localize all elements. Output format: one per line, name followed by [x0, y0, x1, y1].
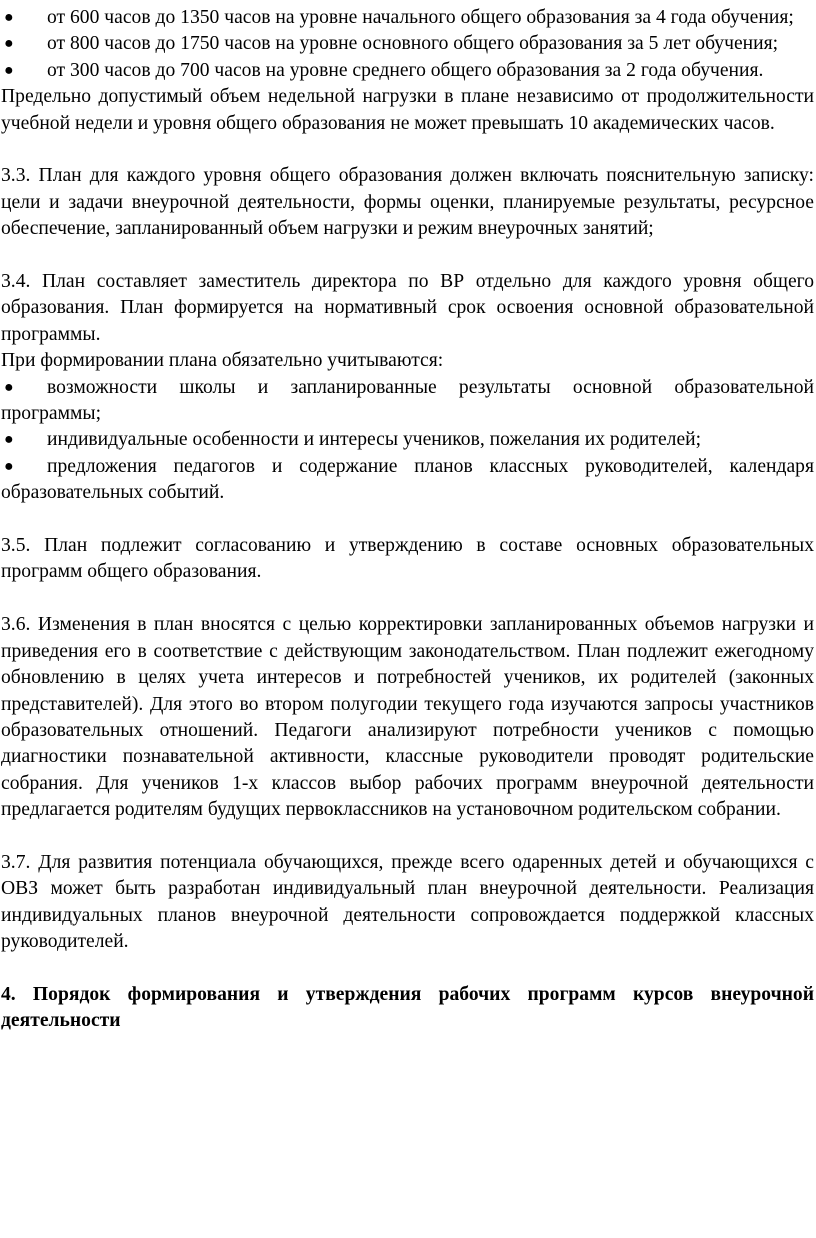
list-item-text: индивидуальные особенности и интересы учеников, пожелания их родителей; [47, 429, 702, 451]
spacer [1, 243, 814, 269]
list-item-text: от 600 часов до 1350 часов на уровне начального общего образования за 4 года обучения; [47, 7, 794, 28]
paragraph-load-limit: Предельно допустимый объем недельной нагрузки в плане независимо от продолжительности учебной недели и уровня общего образования не может превышать 10 академических часов. [1, 86, 814, 134]
list-item [1, 454, 814, 507]
paragraph-3-4: 3.4. План составляет заместитель директора по ВР отдельно для каждого уровня общего образования. План формируется на нормативный срок освоения основной образовательной программы. [1, 271, 814, 345]
spacer [1, 824, 814, 850]
bullet-icon: ● [4, 457, 14, 475]
spacer [1, 956, 814, 982]
bullet-icon: ● [4, 35, 14, 53]
list-item [1, 427, 814, 453]
bullet-icon: ● [4, 61, 14, 79]
bullet-icon: ● [4, 9, 14, 26]
list-item-text: от 300 часов до 700 часов на уровне среднего общего образования за 2 года обучения. [47, 59, 764, 81]
list-item [1, 5, 814, 31]
bullet-icon: ● [4, 431, 14, 449]
spacer [1, 507, 814, 533]
spacer [1, 137, 814, 163]
list-item-text: возможности школы и запланированные результаты основной образовательной программы; [1, 376, 814, 425]
paragraph-3-6: 3.6. Изменения в план вносятся с целью корректировки запланированных объемов нагрузки и приведения его в соответствие с действующим законодательством. План подлежит ежегодному обновлению в целях учета интересов и потребностей учеников, их родителей (законных представителей). Для этого во втором полугодии текущего года изучаются запросы участников образовательных отношений. Педагоги анализируют потребности учеников с помощью диагностики познавательной активности, классные руководители проводят родительские собрания. Для учеников 1-х классов выбор рабочих программ внеурочной деятельности предлагается родителям будущих первоклассников на установочном родительском собрании. [1, 614, 814, 821]
bullet-icon: ● [4, 378, 14, 396]
list-item [1, 58, 814, 84]
spacer [1, 586, 814, 612]
paragraph-consider: При формировании плана обязательно учитываются: [1, 350, 444, 372]
list-item [1, 375, 814, 428]
paragraph-3-3: 3.3. План для каждого уровня общего образования должен включать пояснительную записку: цели и задачи внеурочной деятельности, формы оценки, планируемые результаты, ресурсное обеспечение, запланированный объем нагрузки и режим внеурочных занятий; [1, 165, 814, 240]
paragraph-3-7: 3.7. Для развития потенциала обучающихся, прежде всего одаренных детей и обучающихся с ОВЗ может быть разработан индивидуальный план внеурочной деятельности. Реализация индивидуальных планов внеурочной деятельности сопровождается поддержкой классных руководителей. [1, 851, 814, 953]
list-item-text: предложения педагогов и содержание планов классных руководителей, календаря образовательных событий. [1, 455, 814, 504]
list-item [1, 31, 814, 57]
section-heading-4: 4. Порядок формирования и утверждения рабочих программ курсов внеурочной деятельности [1, 983, 814, 1032]
list-item-text: от 800 часов до 1750 часов на уровне основного общего образования за 5 лет обучения; [47, 33, 779, 55]
paragraph-3-5: 3.5. План подлежит согласованию и утверждению в составе основных образовательных программ общего образования. [1, 535, 814, 583]
